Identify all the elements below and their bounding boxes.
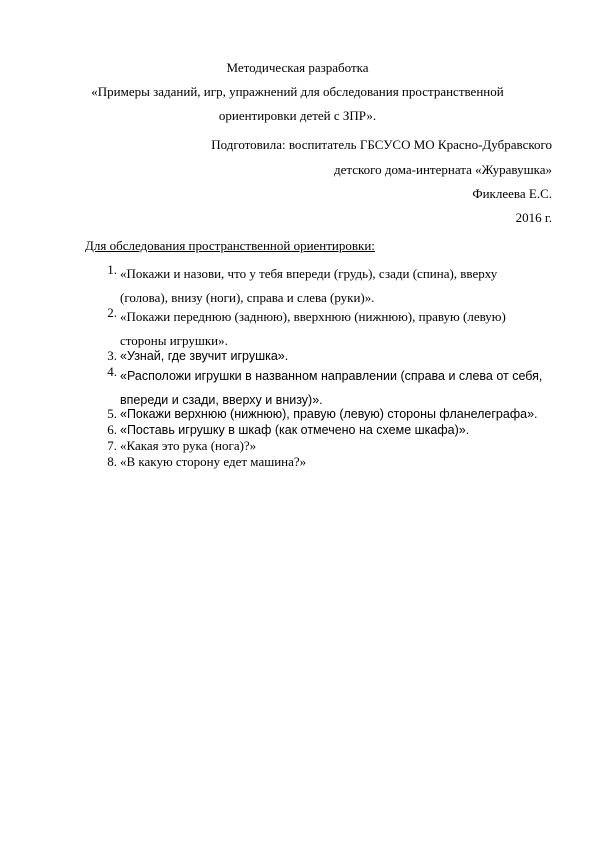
document-title: Методическая разработка	[226, 60, 369, 75]
list-item-number: 4.	[107, 364, 117, 379]
list-item-number: 8.	[107, 454, 117, 469]
section-heading: Для обследования пространственной ориентировки:	[85, 238, 375, 253]
list-item-text: «В какую сторону едет машина?»	[120, 454, 307, 469]
author-line2: детского дома-интерната «Журавушка»	[333, 162, 552, 177]
list-item-text: «Поставь игрушку в шкаф (как отмечено на схеме шкафа)».	[120, 423, 470, 437]
list-item-text: «Узнай, где звучит игрушка».	[120, 349, 289, 363]
list-item-line1: «Покажи переднюю (заднюю), вверхнюю (нижнюю), правую (левую)	[120, 309, 506, 324]
list-item-line1: «Покажи и назови, что у тебя впереди (грудь), сзади (спина), вверху	[120, 266, 498, 281]
list-item-text	[120, 305, 560, 353]
list-item-text	[120, 364, 560, 412]
list-item-number: 3.	[107, 348, 117, 363]
list-item-line2: стороны игрушки».	[120, 333, 228, 348]
list-item-text: «Какая это рука (нога)?»	[120, 438, 257, 453]
list-item-number: 6.	[107, 422, 117, 437]
list-item-line2: впереди и сзади, вверху и внизу)».	[120, 393, 323, 407]
list-item-text	[120, 262, 560, 310]
author-line1: Подготовила: воспитатель ГБСУСО МО Красно-Дубравского	[211, 137, 552, 152]
list-item-number: 2.	[107, 305, 117, 320]
list-item-text: «Покажи верхнюю (нижнюю), правую (левую) стороны фланелеграфа».	[120, 407, 538, 421]
list-item-number: 1.	[107, 262, 117, 277]
list-item-number: 7.	[107, 438, 117, 453]
year: 2016 г.	[515, 210, 552, 225]
list-item-line2: (голова), внизу (ноги), справа и слева (руки)».	[120, 290, 375, 305]
author-name: Фиклеева Е.С.	[472, 186, 552, 201]
document-subtitle-line2: ориентировки детей с ЗПР».	[218, 108, 377, 123]
document-subtitle-line1: «Примеры заданий, игр, упражнений для обследования пространственной	[91, 84, 504, 99]
list-item-line1: «Расположи игрушки в названном направлении (справа и слева от себя,	[120, 369, 543, 383]
list-item-number: 5.	[107, 406, 117, 421]
